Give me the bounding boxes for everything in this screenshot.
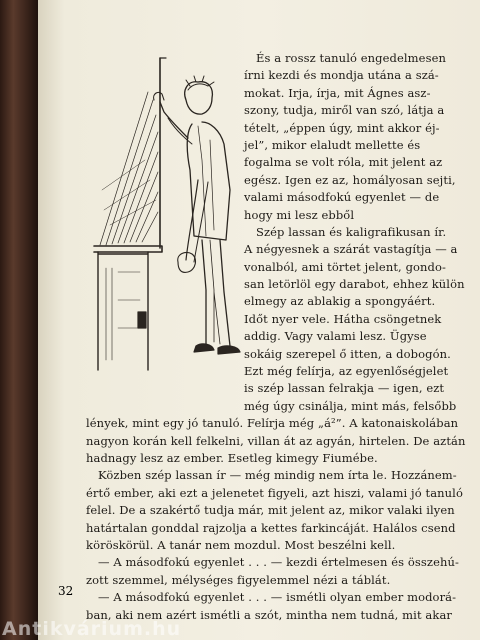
paragraph-line: nagyon korán kell felkelni, villan át az agyán, hirtelen. De aztán: [86, 434, 466, 448]
paragraph-line: fogalma se volt róla, mit jelent az: [244, 155, 443, 169]
paragraph-line: felel. De a szakértő tudja már, mit jelent az, mikor valaki ilyen: [86, 503, 455, 517]
paragraph-line: — A másodfokú egyenlet . . . — ismétli olyan ember modorá-: [98, 590, 457, 604]
paragraph-line: szony, tudja, miről van szó, látja a: [244, 103, 445, 117]
paragraph-line: hadnagy lesz az ember. Esetleg kimegy Fiumébe.: [86, 451, 378, 465]
paragraph-line: — A másodfokú egyenlet . . . — kezdi értelmesen és összehú-: [98, 555, 459, 569]
paragraph-line: még úgy csinálja, mint más, felsőbb: [244, 399, 457, 413]
paragraph-line: mokat. Irja, írja, mit Ágnes asz-: [244, 86, 431, 100]
paragraph-line: san letörlöl egy darabot, ehhez külön: [244, 277, 465, 291]
page-number: 32: [58, 584, 74, 598]
paragraph-line: zott szemmel, mélységes figyelemmel nézi a táblát.: [86, 573, 391, 587]
paragraph-line: Időt nyer vele. Hátha csöngetnek: [244, 312, 442, 326]
paragraph-line: valami másodfokú egyenlet — de: [244, 190, 440, 204]
paragraph-line: határtalan gonddal rajzolja a kettes farkincáját. Halálos csend: [86, 521, 456, 535]
paragraph-line: A négyesnek a szárát vastagítja — a: [244, 242, 458, 256]
paragraph-line: Szép lassan és kaligrafikusan ír.: [256, 225, 447, 239]
paragraph-line: Közben szép lassan ír — még mindig nem írta le. Hozzánem-: [98, 468, 457, 482]
watermark: Antikvárium.hu: [2, 618, 182, 640]
paragraph-line: vonalból, ami törtet jelent, gondo-: [244, 260, 447, 274]
paragraph-line: elmegy az ablakig a spongyáért.: [244, 294, 436, 308]
book-spine: [0, 0, 38, 640]
paragraph-line: egész. Igen ez az, homályosan sejti,: [244, 173, 456, 187]
book-page: [38, 0, 480, 640]
paragraph-line: ban, aki nem azért ismétli a szót, mintha nem tudná, mit akar: [86, 608, 453, 622]
paragraph-line: sokáig szerepel ő itten, a dobogón.: [244, 347, 451, 361]
paragraph-line: köröskörül. A tanár nem mozdul. Most beszélni kell.: [86, 538, 396, 552]
paragraph-line: is szép lassan felrakja — igen, ezt: [244, 381, 445, 395]
paragraph-line: hogy mi lesz ebből: [244, 208, 355, 222]
paragraph-line: lények, mint egy jó tanuló. Felírja még „á²”. A katonaiskolában: [86, 416, 459, 430]
paragraph-line: Ezt még felírja, az egyenlőségjelet: [244, 364, 449, 378]
paragraph-line: értő ember, aki ezt a jelenetet figyeli, azt hiszi, valami jó tanuló: [86, 486, 463, 500]
paragraph-line: És a rossz tanuló engedelmesen: [256, 51, 446, 65]
paragraph-line: írni kezdi és mondja utána a szá-: [244, 68, 439, 82]
paragraph-line: tételt, „éppen úgy, mint akkor éj-: [244, 121, 440, 135]
paragraph-line: addig. Vagy valami lesz. Ügyse: [244, 329, 427, 343]
paragraph-line: jel”, mikor elaludt mellette és: [244, 138, 421, 152]
